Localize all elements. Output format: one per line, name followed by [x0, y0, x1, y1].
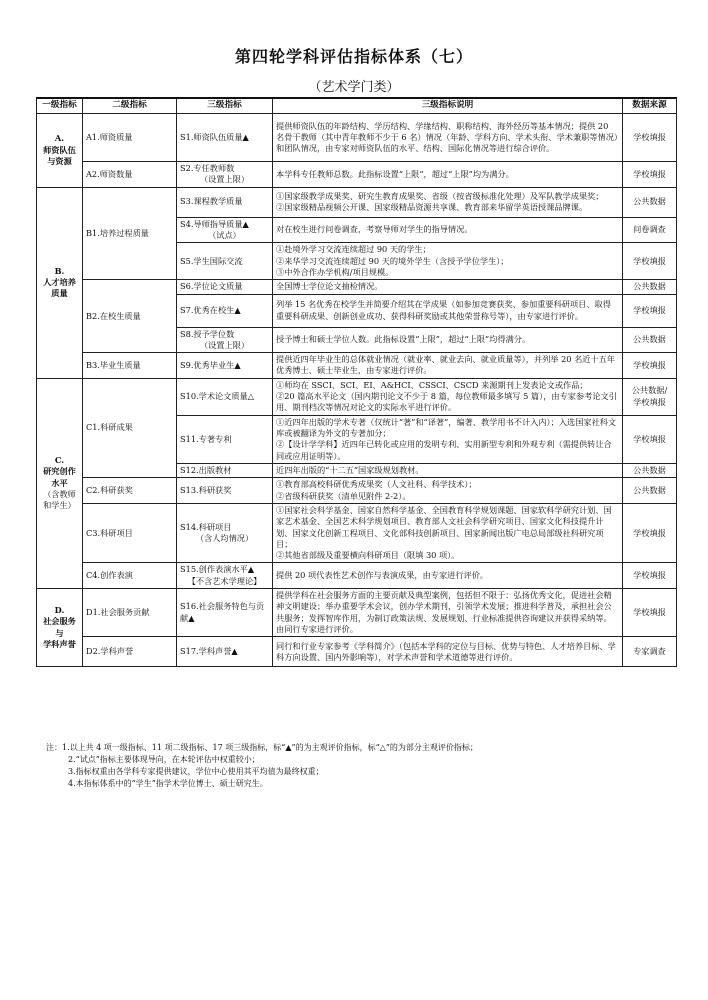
level1-text: 师资队伍 [43, 144, 76, 155]
data-source [623, 463, 677, 477]
table-row [37, 280, 677, 294]
indicator-description [273, 503, 623, 563]
data-source-text: 学校填报 [633, 255, 666, 266]
table-row [37, 637, 677, 667]
level3-text: S15.创作表演水平▲ [180, 564, 255, 575]
table-row [37, 478, 677, 504]
data-source-text: 学校填报 [633, 570, 666, 581]
level3-indicator [177, 637, 273, 667]
indicator-description [273, 637, 623, 667]
level3-indicator [177, 114, 273, 162]
level3-text: S5.学生国际交流 [180, 255, 243, 266]
level1-text: 和学生） [43, 500, 76, 511]
data-source [623, 187, 677, 217]
level2-indicator: B1.培养过程质量 [83, 187, 177, 280]
table-row [37, 353, 677, 379]
data-source [623, 353, 677, 379]
description-line: ①近四年出版的学术专著（仅统计“著”和“译著”，编著、教学用书不计入内）；入选国家社科文库或被翻译为外文的专著加分； [276, 416, 617, 438]
indicator-description [273, 114, 623, 162]
level3-text: （设置上限） [199, 174, 250, 185]
level3-indicator [177, 217, 273, 243]
footnote: 2.“试点”指标主要体现导向，在本轮评估中权重较小； [68, 755, 260, 764]
description-line: ②国家级精品视频公开课、国家级精品资源共享课、教育部来华留学英语授课品牌课。 [276, 202, 588, 213]
data-source [623, 217, 677, 243]
description-line: ①国家级教学成果奖、研究生教育成果奖、省级（按省级标准化处理）及军队教学成果奖； [276, 190, 604, 201]
data-source-text: 专家调查 [633, 646, 666, 657]
data-source-text: 公共数据 [633, 281, 666, 292]
indicator-table [36, 97, 677, 667]
page-title: 第四轮学科评估指标体系（七） [234, 47, 473, 66]
level3-indicator [177, 563, 273, 589]
indicator-description [273, 415, 623, 463]
data-source [623, 378, 677, 415]
indicator-description [273, 353, 623, 379]
level3-text: S2.专任教师数 [180, 163, 235, 173]
level3-text: S7.优秀在校生▲ [180, 304, 241, 315]
level1-indicator [37, 589, 83, 667]
footnotes [46, 742, 666, 790]
description-line: 同行和行业专家参考《学科简介》（包括本学科的定位与目标、优势与特色、人才培养目标、学科方向设置、国内外影响等），对学术声誉和学术道德等进行评价。 [276, 640, 616, 662]
level3-text: S8.授予学位数 [180, 328, 235, 339]
description-line: ①师均在 SSCI、SCI、EI、A&HCI、CSSCI、CSCD 来源期刊上发表论文或作品； [276, 379, 588, 390]
description-line: 提供学科在社会服务方面的主要贡献及典型案例，包括但不限于：弘扬优秀文化，促进社会精神文明建设；举办重要学术会议，创办学术期刊，引领学术发展；推进科学普及，承担社会公共服务；发挥智库作用，为制订政策法规、发展规划、行业标准提供咨询建议并获得采纳等。由同行专家进行评价。 [276, 590, 612, 634]
description-line: ②来华学习交流连续超过 90 天的境外学生（含授予学位学生）； [276, 255, 509, 266]
level3-indicator [177, 353, 273, 379]
description-line: ①国家社会科学基金、国家自然科学基金、全国教育科学规划课题、国家软科学研究计划、国家艺术基金、全国艺术科学规划项目、教育部人文社会科学研究项目、国家文化科技提升计划、国家文化创新工程项目、文化部科技创新项目、国家新闻出版广电总局部级社科研究项目； [276, 504, 612, 549]
data-source [623, 243, 677, 280]
level3-text: S10.学术论文质量△ [180, 391, 255, 402]
level3-indicator [177, 187, 273, 217]
level1-text: D. [54, 605, 65, 616]
description-line: ①教育部高校科研优秀成果奖（人文社科、科学技术）； [276, 479, 477, 490]
data-source-text: 学校填报 [633, 527, 666, 538]
level3-text: S16.社会服务特色与贡献▲ [180, 601, 265, 623]
description-line: ②其他省部级及重要横向科研项目（限填 30 项）。 [276, 550, 460, 561]
indicator-description [273, 327, 623, 353]
level2-indicator: D1.社会服务贡献 [83, 589, 177, 637]
indicator-description [273, 217, 623, 243]
data-source [623, 280, 677, 294]
level2-indicator: C1.科研成果 [83, 378, 177, 478]
header-level2: 二级指标 [83, 98, 177, 114]
level3-text: 【不含艺术学理论】 [187, 575, 262, 586]
table-row [37, 378, 677, 415]
indicator-description [273, 243, 623, 280]
data-source-text: 学校填报 [633, 396, 666, 407]
data-source-text: 学校填报 [633, 359, 666, 370]
level3-text: （设置上限） [199, 339, 250, 350]
level1-indicator [37, 378, 83, 588]
data-source-text: 公共数据 [633, 334, 666, 345]
level3-indicator [177, 503, 273, 563]
data-source [623, 415, 677, 463]
table-row [37, 187, 677, 217]
description-line: ①赴境外学习交流连续超过 90 天的学生； [276, 244, 431, 255]
level3-indicator [177, 162, 273, 188]
description-line: 列举 15 名优秀在校学生并简要介绍其在学成果（如参加竞赛获奖、参加重要科研项目、取得重要科研成果、创新创业成功、获得科研奖励或其他荣誉称号等），由专家进行评价。 [276, 299, 611, 321]
description-line: 提供近四年毕业生的总体就业情况（就业率、就业去向、就业质量等），并列举 20 名近十五年优秀博士、硕士毕业生，由专家进行评价。 [276, 354, 616, 376]
description-line: 提供师资队伍的年龄结构、学历结构、学缘结构、职称结构、海外经历等基本情况；提供 20 名骨干教师（其中青年教师不少于 6 名）情况（年龄、学科方向、学术头衔、学术兼职等情况）和团队情况，由专家对师资队伍的水平、结构、国际化情况等进行综合评价。 [276, 120, 619, 154]
level2-indicator: A2.师资数量 [83, 162, 177, 188]
level1-text: 人才培养 [43, 277, 76, 288]
level1-text: 学科声誉 [43, 639, 76, 649]
level3-indicator [177, 478, 273, 504]
indicator-description [273, 589, 623, 637]
level3-indicator [177, 415, 273, 463]
data-source-text: 学校填报 [633, 433, 666, 444]
data-source-text: 公共数据 [633, 196, 666, 207]
level2-indicator: B3.毕业生质量 [83, 353, 177, 379]
description-line: 授予博士和硕士学位人数。此指标设置“上限”，超过“上限”均得满分。 [276, 334, 531, 345]
level3-indicator [177, 280, 273, 294]
data-source [623, 637, 677, 667]
level3-text: S4.导师指导质量▲ [180, 218, 249, 229]
table-row [37, 503, 677, 563]
level1-text: B. [54, 265, 65, 276]
page-subtitle: （艺术学门类） [308, 80, 400, 95]
level3-text: S12.出版教材 [180, 464, 232, 475]
data-source [623, 503, 677, 563]
data-source-text: 问卷调查 [633, 224, 666, 235]
level2-indicator: D2.学科声誉 [83, 637, 177, 667]
level3-indicator [177, 378, 273, 415]
level2-indicator: B2.在校生质量 [83, 280, 177, 353]
table-row [37, 589, 677, 637]
description-line: 提供 20 项代表性艺术创作与表演成果，由专家进行评价。 [276, 570, 489, 581]
table-row [37, 114, 677, 162]
data-source [623, 327, 677, 353]
level3-indicator [177, 463, 273, 477]
data-source [623, 162, 677, 188]
level1-text: 与 [55, 627, 64, 638]
indicator-description [273, 463, 623, 477]
data-source [623, 589, 677, 637]
level1-indicator [37, 187, 83, 378]
level2-indicator: A1.师资质量 [83, 114, 177, 162]
data-source [623, 114, 677, 162]
header-level3: 三级指标 [177, 98, 273, 114]
level2-indicator: C3.科研项目 [83, 503, 177, 563]
level3-indicator [177, 327, 273, 353]
description-line: 近四年出版的“十二五”国家级规划教材。 [276, 464, 424, 475]
header-level1: 一级指标 [37, 98, 83, 114]
footnote: 3.指标权重由各学科专家提供建议，学位中心使用其平均值为最终权重； [68, 767, 324, 776]
description-line: ②省级科研获奖（清单见附件 2-2）。 [276, 490, 411, 501]
indicator-description [273, 478, 623, 504]
indicator-description [273, 563, 623, 589]
description-line: ②20 篇高水平论文（国内期刊论文不少于 8 篇，每位教师最多填写 5 篇），由专家参考论文引用、期刊档次等情况对论文的实际水平进行评价。 [276, 391, 617, 413]
level3-text: S3.课程教学质量 [180, 196, 243, 207]
table-row [37, 162, 677, 188]
description-line: 本学科专任教师总数。此指标设置“上限”，超过“上限”均为满分。 [276, 168, 514, 179]
level3-text: S11.专著专利 [180, 433, 232, 444]
data-source-text: 公共数据 [633, 484, 666, 495]
description-line: 全国博士学位论文抽检情况。 [276, 281, 383, 292]
data-source-text: 学校填报 [633, 168, 666, 179]
indicator-description [273, 378, 623, 415]
level3-text: （含人均情况） [195, 533, 254, 544]
level1-text: 水平 [51, 477, 68, 488]
footnote: 注：1.以上共 4 项一级指标、11 项二级指标、17 项三级指标，标“▲”的为主观评价指标，标“△”的为部分主观评价指标； [46, 743, 478, 752]
indicator-description [273, 280, 623, 294]
data-source-text: 学校填报 [633, 131, 666, 142]
level1-text: C. [54, 455, 65, 466]
data-source [623, 478, 677, 504]
description-line: ②【设计学学科】近四年已转化或应用的发明专利、实用新型专利和外观专利（需提供转让合同或应用证明等）。 [276, 439, 612, 461]
table-row [37, 563, 677, 589]
data-source-text: 公共数据/ [631, 385, 668, 396]
table-header-row [37, 98, 677, 114]
data-source-text: 公共数据 [633, 464, 666, 475]
table-body [37, 114, 677, 667]
level3-text: S6.学位论文质量 [180, 281, 243, 292]
level1-text: 社会服务 [43, 616, 76, 627]
level3-text: S14.科研项目 [180, 521, 232, 532]
footnote: 4.本指标体系中的“学生”指学术学位博士、硕士研究生。 [68, 779, 268, 788]
indicator-description [273, 162, 623, 188]
data-source [623, 563, 677, 589]
level3-text: S13.科研获奖 [180, 484, 232, 495]
description-line: ③中外合作办学机构/项目规模。 [276, 266, 394, 277]
indicator-description [273, 187, 623, 217]
level1-text: 与资源 [47, 155, 72, 166]
header-data-source: 数据来源 [623, 98, 677, 114]
description-line: 对在校生进行问卷调查，考察导师对学生的指导情况。 [276, 224, 473, 235]
header-description: 三级指标说明 [273, 98, 623, 114]
level1-text: 质量 [51, 288, 68, 299]
level3-text: S9.优秀毕业生▲ [180, 359, 241, 370]
level3-text: S17.学科声誉▲ [180, 646, 238, 657]
data-source [623, 294, 677, 327]
data-source-text: 学校填报 [633, 304, 666, 315]
level3-text: S1.师资队伍质量▲ [180, 131, 249, 142]
level3-indicator [177, 589, 273, 637]
level3-indicator [177, 294, 273, 327]
level2-indicator: C4.创作表演 [83, 563, 177, 589]
indicator-description [273, 294, 623, 327]
level1-indicator [37, 114, 83, 188]
level1-text: 研究创作 [43, 466, 76, 477]
data-source-text: 学校填报 [633, 607, 666, 618]
level2-indicator: C2.科研获奖 [83, 478, 177, 504]
level3-indicator [177, 243, 273, 280]
level3-text: （试点） [208, 229, 241, 240]
level1-text: A. [54, 133, 65, 144]
level1-text: （含教师 [43, 489, 76, 500]
